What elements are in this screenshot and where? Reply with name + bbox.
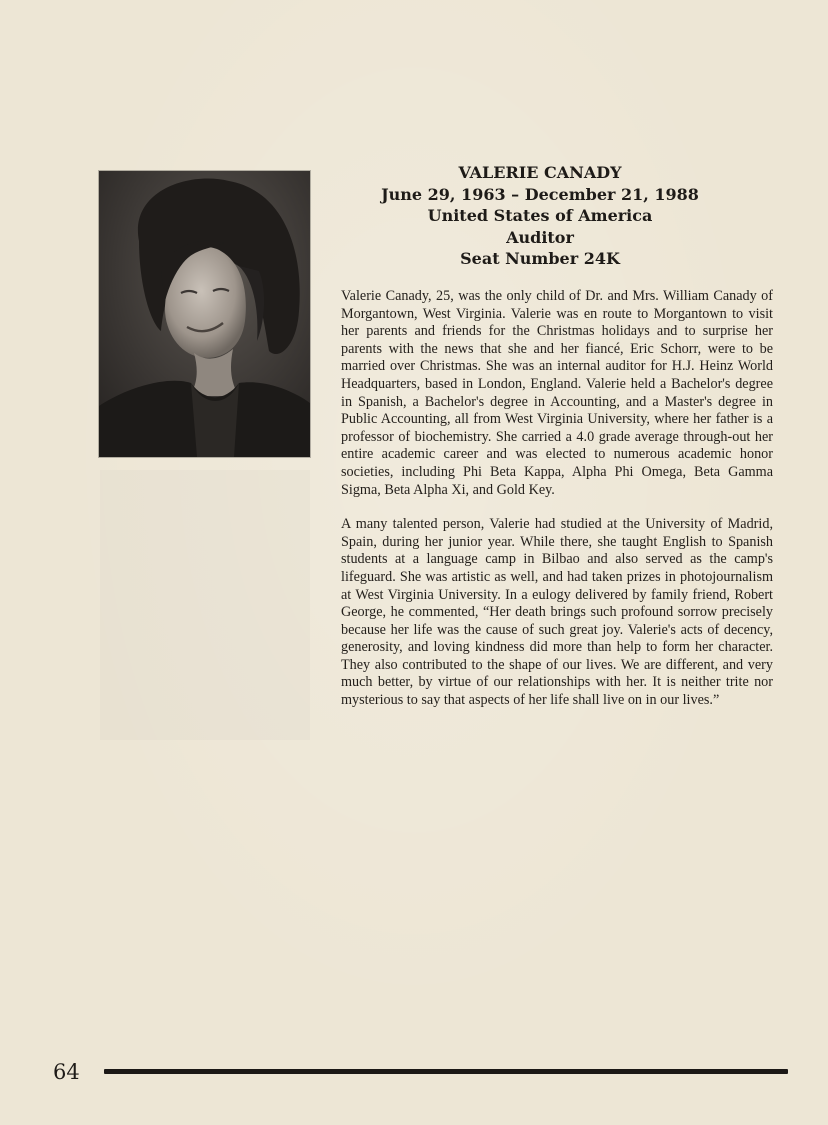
nationality: United States of America <box>427 206 653 225</box>
memorial-heading <box>340 162 740 270</box>
person-name: VALERIE CANADY <box>458 163 622 182</box>
occupation: Auditor <box>506 227 574 247</box>
life-dates: June 29, 1963 – December 21, 1988 <box>381 184 699 204</box>
biography-paragraph: A many talented person, Valerie had studied at the University of Madrid, Spain, during her junior year. While there, she taught English to Spanish students at a language camp in Bilbao and also served as the camp's lifeguard. She was artistic as well, and had taken prizes in photojournalism at West Virginia University. In a eulogy delivered by family friend, Robert George, he commented, “Her death brings such profound sorrow precisely because her life was the cause of such great joy. Valerie's acts of decency, generosity, and loving kindness did more than help to form her character. They also contributed to the shape of our lives. We are different, and very much better, by virtue of our relationships with her. It is neither trite nor mysterious to say that aspects of her life shall live on in our lives.” <box>341 516 773 709</box>
show-through-shadow <box>100 470 310 740</box>
portrait-photo <box>99 171 310 457</box>
seat-number: Seat Number 24K <box>460 249 620 268</box>
page-number: 64 <box>53 1060 80 1084</box>
footer-rule <box>104 1069 788 1074</box>
biography-paragraph: Valerie Canady, 25, was the only child of Dr. and Mrs. William Canady of Morgantown, West Virginia. Valerie was en route to Morgantown to visit her parents and friends for the Christmas holidays and to surprise her parents with the news that she and her fiancé, Eric Schorr, were to be married over Christmas. She was an internal auditor for H.J. Heinz World Headquarters, based in London, England. Valerie held a Bachelor's degree in Spanish, a Bachelor's degree in Accounting, and a Master's degree in Public Accounting, all from West Virginia University, where her father is a professor of biochemistry. She carried a 4.0 grade average through-out her entire academic career and was elected to numerous academic honor societies, including Phi Beta Kappa, Alpha Phi Omega, Beta Gamma Sigma, Beta Alpha Xi, and Gold Key. <box>341 288 773 498</box>
biography-text <box>341 288 773 727</box>
